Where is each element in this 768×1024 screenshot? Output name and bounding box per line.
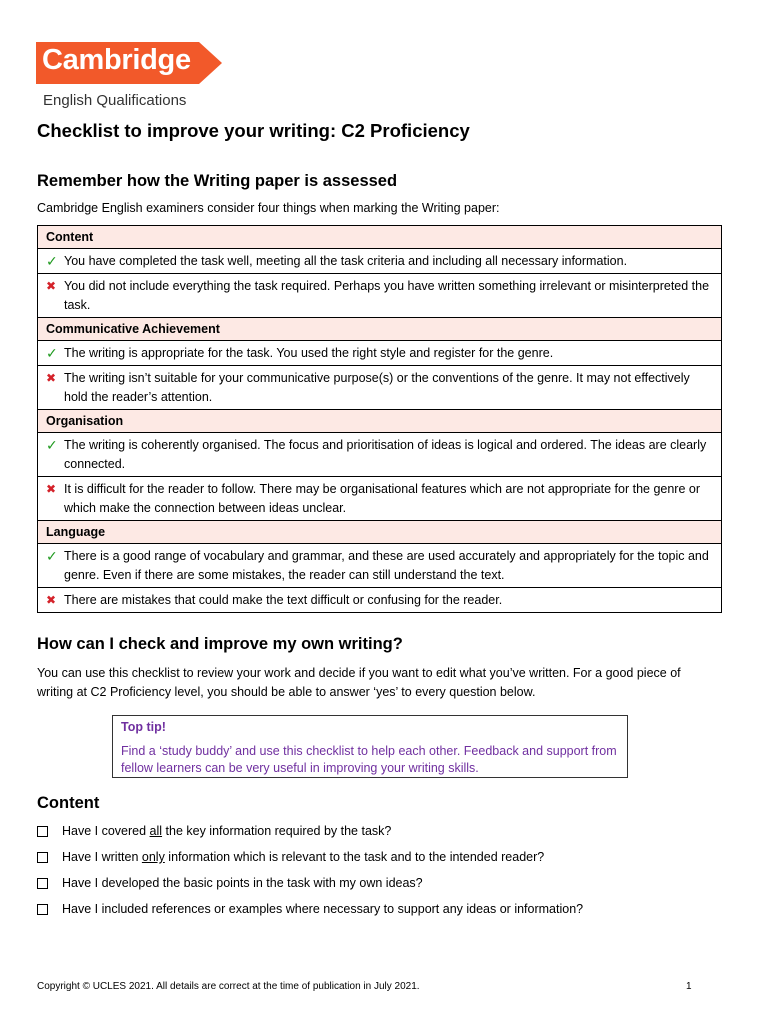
assessment-intro: Cambridge English examiners consider four things when marking the Writing paper: (37, 201, 500, 215)
criterion-text: You did not include everything the task required. Perhaps you have written something irrelevant or misinterpreted the task. (64, 279, 710, 312)
criterion-text: It is difficult for the reader to follow. There may be organisational features which are not appropriate for the genre or which make the connection between ideas unclear. (64, 482, 701, 515)
checkbox[interactable] (37, 826, 48, 837)
category-row (38, 226, 722, 249)
tip-title: Top tip! (121, 720, 166, 734)
assessment-table (37, 225, 722, 613)
logo-subtitle: English Qualifications (43, 92, 187, 109)
logo-name: Cambridge (42, 44, 191, 76)
category-row (38, 318, 722, 341)
improve-heading: How can I check and improve my own writing? (37, 635, 403, 653)
category-name: Content (38, 226, 722, 249)
criterion-text: The writing isn’t suitable for your communicative purpose(s) or the conventions of the genre. It may not effectively hold the reader’s attention. (64, 371, 690, 404)
checklist-question: Have I included references or examples where necessary to support any ideas or information? (62, 902, 584, 916)
checklist-question: Have I covered all the key information required by the task? (62, 824, 392, 838)
checklist-item (37, 902, 583, 928)
checklist-item (37, 876, 583, 902)
criterion-positive-row (38, 544, 722, 588)
improve-intro: You can use this checklist to review your work and decide if you want to edit what you’ve written. For a good piece of writing at C2 Proficiency level, you should be able to answer ‘yes’ to every question below. (37, 666, 681, 699)
criterion-text: The writing is coherently organised. The focus and prioritisation of ideas is logical and ordered. The ideas are clearly connected. (64, 438, 707, 471)
cross-icon: ✖ (46, 279, 57, 293)
check-icon: ✓ (46, 548, 58, 564)
category-name: Organisation (38, 410, 722, 433)
cross-icon: ✖ (46, 593, 57, 607)
page-number: 1 (686, 981, 692, 992)
category-name: Communicative Achievement (38, 318, 722, 341)
criterion-text: There is a good range of vocabulary and grammar, and these are used accurately and appropriately for the topic and genre. Even if there are some mistakes, the reader can still understand the text. (64, 549, 709, 582)
criterion-negative-row (38, 274, 722, 318)
check-icon: ✓ (46, 345, 58, 361)
criterion-text: The writing is appropriate for the task. You used the right style and register for the genre. (64, 346, 554, 360)
category-name: Language (38, 521, 722, 544)
check-icon: ✓ (46, 253, 58, 269)
checklist-question: Have I written only information which is relevant to the task and to the intended reader? (62, 850, 545, 864)
copyright-footer: Copyright © UCLES 2021. All details are correct at the time of publication in July 2021. (37, 981, 420, 992)
cross-icon: ✖ (46, 371, 57, 385)
category-row (38, 410, 722, 433)
checklist-item (37, 824, 583, 850)
checkbox[interactable] (37, 852, 48, 863)
checklist-question: Have I developed the basic points in the task with my own ideas? (62, 876, 423, 890)
checkbox[interactable] (37, 878, 48, 889)
check-icon: ✓ (46, 437, 58, 453)
criterion-text: You have completed the task well, meeting all the task criteria and including all necessary information. (64, 254, 628, 268)
content-checklist (37, 824, 583, 928)
assessment-heading: Remember how the Writing paper is assessed (37, 172, 398, 190)
criterion-negative-row (38, 477, 722, 521)
criterion-negative-row (38, 366, 722, 410)
category-row (38, 521, 722, 544)
criterion-positive-row (38, 249, 722, 274)
criterion-text: There are mistakes that could make the text difficult or confusing for the reader. (64, 593, 503, 607)
criterion-negative-row (38, 588, 722, 613)
criterion-positive-row (38, 433, 722, 477)
top-tip-box (112, 715, 628, 778)
checklist-item (37, 850, 583, 876)
content-heading: Content (37, 794, 100, 812)
cambridge-logo (36, 42, 226, 112)
page-title: Checklist to improve your writing: C2 Proficiency (37, 120, 470, 141)
checkbox[interactable] (37, 904, 48, 915)
tip-text: Find a ‘study buddy’ and use this checklist to help each other. Feedback and support from fellow learners can be very useful in improving your writing skills. (121, 744, 617, 775)
cross-icon: ✖ (46, 482, 57, 496)
criterion-positive-row (38, 341, 722, 366)
